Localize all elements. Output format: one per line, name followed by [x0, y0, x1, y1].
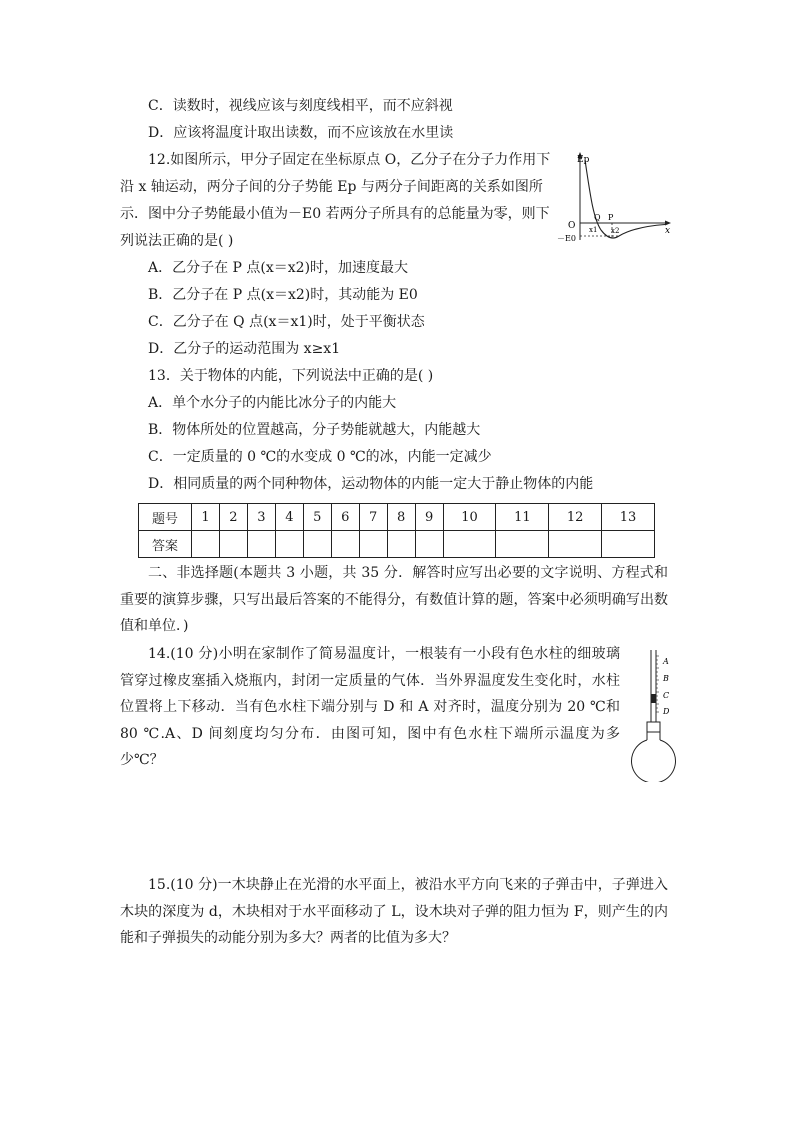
q14-text: 14.(10 分)小明在家制作了简易温度计，一根装有一小段有色水柱的细玻璃管穿过橡皮塞插入烧瓶内，封闭一定质量的气体．当外界温度发生变化时，水柱位置将上下移动．当有色水柱下端分别与 D 和 A 对齐时，温度分别为 20 ℃和 80 ℃.A、D 间刻度均匀分布．由图可知，图中有色水柱下端所示温度为多少℃？	[120, 646, 620, 768]
q12-stem-line2: 沿 x 轴运动，两分子间的分子势能 Ep 与两分子间距离的关系如图所	[120, 179, 543, 195]
table-label-answer: 答案	[139, 531, 192, 558]
graph-origin: O	[568, 221, 576, 231]
graph-xlabel: x	[665, 226, 671, 236]
answer-cell[interactable]	[275, 531, 303, 558]
q13-option-d: D．相同质量的两个同种物体，运动物体的内能一定大于静止物体的内能	[148, 476, 594, 492]
graph-neg-e0: －E0	[557, 234, 576, 243]
table-cell-number: 10	[443, 504, 496, 531]
q12-option-b: B．乙分子在 P 点(x＝x2)时，其动能为 E0	[148, 287, 418, 303]
potential-energy-graph	[555, 148, 675, 248]
q12-stem-line1: 12.如图所示，甲分子固定在坐标原点 O，乙分子在分子力作用下	[148, 152, 551, 168]
q13-option-a: A．单个水分子的内能比冰分子的内能大	[148, 395, 397, 411]
graph-q: Q	[594, 213, 601, 222]
answer-cell[interactable]	[303, 531, 331, 558]
q12-option-c: C．乙分子在 Q 点(x＝x1)时，处于平衡状态	[148, 314, 425, 330]
q15-text: 15.(10 分)一木块静止在光滑的水平面上，被沿水平方向飞来的子弹击中，子弹进入木块的深度为 d，木块相对于水平面移动了 L，设木块对子弹的阻力恒为 F，则产生的内能和子弹损失的动能分别为多大？两者的比值为多大？	[120, 877, 668, 946]
answer-cell[interactable]	[247, 531, 275, 558]
answer-cell[interactable]	[387, 531, 415, 558]
table-cell-number: 3	[247, 504, 275, 531]
graph-x2: x2	[611, 227, 620, 235]
table-label-number: 题号	[139, 504, 192, 531]
tube-label-b: B	[663, 674, 669, 683]
table-cell-number: 7	[359, 504, 387, 531]
table-cell-number: 1	[192, 504, 220, 531]
answer-cell[interactable]	[359, 531, 387, 558]
answer-cell[interactable]	[192, 531, 220, 558]
answer-cell[interactable]	[443, 531, 496, 558]
table-cell-number: 2	[219, 504, 247, 531]
graph-ylabel: Ep	[577, 155, 590, 165]
table-cell-number: 13	[602, 504, 655, 531]
table-cell-number: 8	[387, 504, 415, 531]
q13-option-b: B．物体所处的位置越高，分子势能就越大，内能越大	[148, 422, 481, 438]
answer-cell[interactable]	[602, 531, 655, 558]
q13-stem: 13．关于物体的内能，下列说法中正确的是( )	[148, 368, 434, 384]
table-cell-number: 9	[415, 504, 443, 531]
answer-table	[138, 503, 655, 558]
graph-x1: x1	[589, 226, 598, 234]
q12-stem-line3: 示．图中分子势能最小值为－E0 若两分子所具有的总能量为零，则下	[120, 206, 550, 222]
q12-option-d: D．乙分子的运动范围为 x≥x1	[148, 341, 341, 357]
answer-cell[interactable]	[415, 531, 443, 558]
table-cell-number: 6	[331, 504, 359, 531]
table-cell-number: 11	[496, 504, 549, 531]
answer-cell[interactable]	[219, 531, 247, 558]
table-cell-number: 4	[275, 504, 303, 531]
tube-label-d: D	[663, 707, 670, 716]
thermometer-flask-diagram	[625, 644, 685, 782]
tube-label-a: A	[663, 657, 669, 666]
table-cell-number: 5	[303, 504, 331, 531]
answer-cell[interactable]	[331, 531, 359, 558]
tube-label-c: C	[663, 691, 670, 700]
q12-option-a: A．乙分子在 P 点(x＝x2)时，加速度最大	[148, 260, 409, 276]
answer-cell[interactable]	[549, 531, 602, 558]
graph-p: P	[608, 213, 614, 222]
table-cell-number: 12	[549, 504, 602, 531]
q11-option-c: C．读数时，视线应该与刻度线相平，而不应斜视	[148, 98, 453, 114]
answer-table-number-row	[139, 504, 655, 531]
section-2-heading: 二、非选择题(本题共 3 小题，共 35 分．解答时应写出必要的文字说明、方程式和重要的演算步骤，只写出最后答案的不能得分，有数值计算的题，答案中必须明确写出数值和单位．)	[120, 565, 668, 634]
q13-option-c: C．一定质量的 0 ℃的水变成 0 ℃的冰，内能一定减少	[148, 449, 492, 465]
answer-cell[interactable]	[496, 531, 549, 558]
answer-table-answer-row	[139, 531, 655, 558]
q12-stem-line4: 列说法正确的是( )	[120, 233, 234, 249]
q11-option-d: D．应该将温度计取出读数，而不应该放在水里读	[148, 125, 454, 141]
